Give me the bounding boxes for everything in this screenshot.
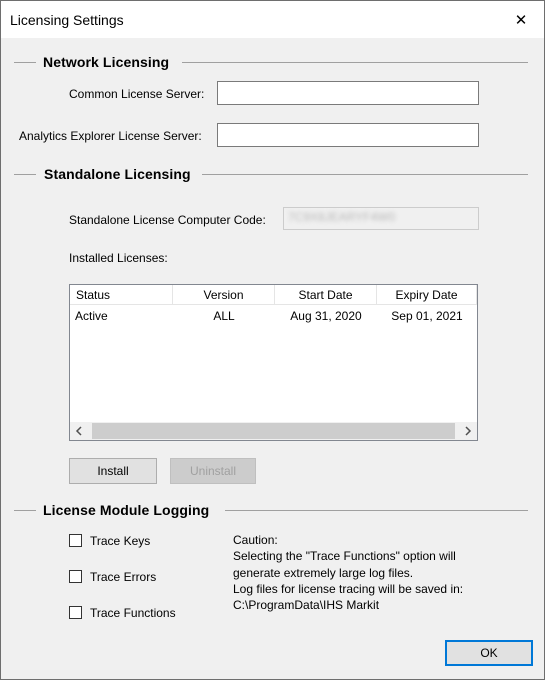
chevron-right-icon[interactable] [459, 422, 477, 440]
common-license-server-input[interactable] [217, 81, 479, 105]
close-icon: ✕ [514, 11, 528, 29]
section-divider [202, 174, 528, 175]
network-licensing-heading: Network Licensing [43, 54, 170, 70]
title-bar [1, 1, 544, 38]
chevron-left-icon[interactable] [70, 422, 88, 440]
computer-code-value: 7C9X8JEARYF4W0 [288, 210, 396, 224]
license-module-logging-heading: License Module Logging [43, 502, 210, 518]
analytics-explorer-server-label: Analytics Explorer License Server: [19, 129, 202, 143]
computer-code-label: Standalone License Computer Code: [69, 213, 266, 227]
standalone-licensing-heading: Standalone Licensing [44, 166, 191, 182]
trace-errors-checkbox[interactable] [69, 570, 82, 583]
license-start-date: Aug 31, 2020 [290, 309, 362, 323]
section-divider [14, 174, 36, 175]
trace-functions-label[interactable]: Trace Functions [90, 606, 176, 620]
scrollbar-thumb[interactable] [92, 423, 455, 439]
ok-button[interactable]: OK [445, 640, 533, 666]
license-status: Active [75, 309, 108, 323]
list-header [70, 285, 477, 305]
license-expiry-date: Sep 01, 2021 [391, 309, 463, 323]
caution-line: Caution: [233, 533, 278, 547]
section-divider [14, 62, 36, 63]
caution-line: Selecting the "Trace Functions" option will [233, 549, 456, 564]
section-divider [182, 62, 528, 63]
caution-note [233, 532, 463, 613]
trace-errors-label[interactable]: Trace Errors [90, 570, 157, 584]
section-divider [14, 510, 36, 511]
close-button[interactable] [498, 1, 544, 38]
uninstall-button[interactable]: Uninstall [170, 458, 256, 484]
caution-line: C:\ProgramData\IHS Markit [233, 598, 380, 613]
computer-code-field[interactable] [283, 207, 479, 230]
trace-keys-checkbox[interactable] [69, 534, 82, 547]
column-header-status[interactable]: Status [70, 285, 173, 305]
common-license-server-label: Common License Server: [69, 87, 205, 101]
window-title: Licensing Settings [10, 12, 124, 28]
column-header-start-date[interactable]: Start Date [275, 285, 377, 305]
trace-keys-label[interactable]: Trace Keys [90, 534, 151, 548]
analytics-explorer-server-input[interactable] [217, 123, 479, 147]
installed-licenses-list[interactable] [69, 284, 478, 441]
trace-functions-checkbox[interactable] [69, 606, 82, 619]
caution-line: Log files for license tracing will be saved in: [233, 581, 464, 596]
install-button[interactable]: Install [69, 458, 157, 484]
column-header-version[interactable]: Version [173, 285, 275, 305]
column-header-expiry-date[interactable]: Expiry Date [377, 285, 477, 305]
horizontal-scrollbar[interactable] [70, 422, 477, 440]
license-version: ALL [213, 309, 235, 323]
installed-licenses-label: Installed Licenses: [69, 251, 168, 265]
list-item[interactable] [70, 306, 477, 326]
caution-line: generate extremely large log files. [233, 565, 414, 580]
section-divider [225, 510, 528, 511]
